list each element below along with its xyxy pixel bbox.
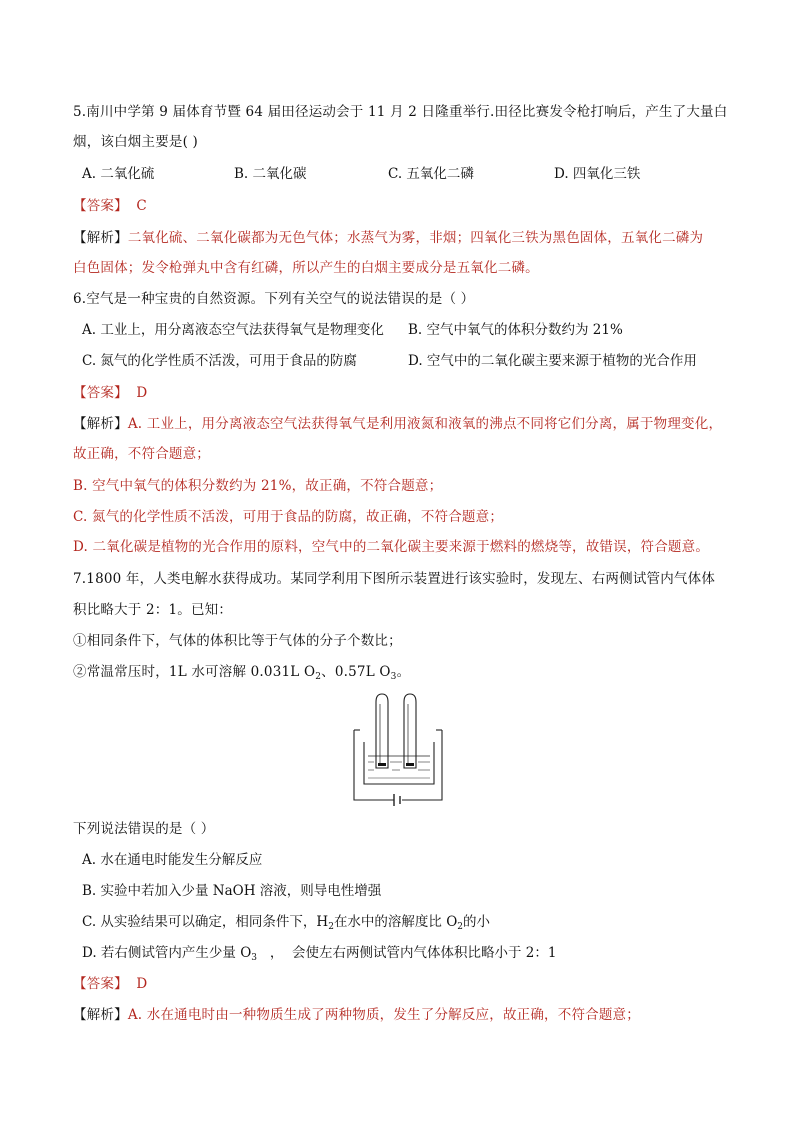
q6-stem: 6.空气是一种宝贵的自然资源。下列有关空气的说法错误的是（ ） [73,291,475,307]
left-electrode [378,763,386,766]
option-text: 在水中的溶解度比 O [333,914,458,930]
q5-stem-line2: 烟，该白烟主要是( ) [73,134,199,150]
q7-option-d [82,943,556,963]
analysis-label: 【解析】 [73,230,128,246]
known2-text: ②常温常压时，1L 水可溶解 0.031L O [73,664,316,680]
analysis-text: A. 水在通电时由一种物质生成了两种物质，发生了分解反应，故正确，不符合题意； [127,1007,640,1023]
analysis-label: 【解析】 [73,1007,128,1023]
q7-question: 下列说法错误的是（ ） [73,821,215,837]
option-text: ， 会使左右两侧试管内气体体积比略小于 2：1 [257,945,557,961]
q5-analysis-line1 [73,228,703,248]
q6-option-b: B. 空气中氧气的体积分数约为 21% [408,322,623,338]
q6-analysis-line4: C. 氮气的化学性质不活泼，可用于食品的防腐，故正确，不符合题意； [73,509,504,525]
right-electrode [406,763,414,766]
q5-answer [73,196,147,216]
q6-analysis-line2: 故正确，不符合题意； [73,446,210,462]
q5-stem-line1: 5.南川中学第 9 届体育节暨 64 届田径运动会于 11 月 2 日隆重举行.田径比赛发令枪打响后，产生了大量白 [73,104,728,120]
q6-analysis-line3: B. 空气中氧气的体积分数约为 21%，故正确，不符合题意； [73,478,443,494]
subscript: 2 [457,922,464,932]
q5-option-b: B. 二氧化碳 [234,166,307,182]
subscript: 2 [315,672,322,682]
q7-stem-line2: 积比略大于 2：1。已知： [73,602,233,618]
analysis-label: 【解析】 [73,416,128,432]
option-text: C. 从实验结果可以确定，相同条件下，H [82,914,329,930]
q5-option-a: A. 二氧化硫 [82,166,155,182]
answer-label: 【答案】 [73,198,128,214]
analysis-text: 二氧化硫、二氧化碳都为无色气体；水蒸气为雾，非烟；四氧化三铁为黑色固体，五氧化二磷为 [127,230,704,246]
q6-option-a: A. 工业上，用分离液态空气法获得氧气是物理变化 [82,322,384,338]
q6-analysis-line5: D. 二氧化碳是植物的光合作用的原料，空气中的二氧化碳主要来源于燃料的燃烧等，故错误，符合题意。 [73,539,710,555]
right-test-tube [404,694,416,768]
q5-option-c: C. 五氧化二磷 [388,166,474,182]
answer-value: D [136,976,148,992]
q6-option-d: D. 空气中的二氧化碳主要来源于植物的光合作用 [408,353,697,369]
answer-value: D [136,385,148,401]
q6-option-c: C. 氮气的化学性质不活泼，可用于食品的防腐 [82,353,357,369]
q7-answer [73,974,147,994]
known2-text: 、0.57L O [321,664,391,680]
answer-value: C [136,198,147,214]
analysis-text: A. 工业上，用分离液态空气法获得氧气是利用液氮和液氧的沸点不同将它们分离，属于物理变化， [127,416,723,432]
known2-text: 。 [396,664,411,680]
electrolysis-apparatus-figure [348,690,448,808]
option-text: D. 若右侧试管内产生少量 O [82,945,252,961]
q5-option-d: D. 四氧化三铁 [554,166,641,182]
subscript: 3 [251,953,258,963]
q6-answer [73,383,147,403]
answer-label: 【答案】 [73,385,128,401]
q7-option-b: B. 实验中若加入少量 NaOH 溶液，则导电性增强 [82,883,382,899]
subscript: 3 [390,672,397,682]
option-text: 的小 [463,914,491,930]
q7-option-c [82,912,490,932]
q7-option-a: A. 水在通电时能发生分解反应 [82,852,263,868]
q7-analysis-line1 [73,1005,640,1025]
subscript: 2 [328,922,334,932]
q7-known-1: ①相同条件下，气体的体积比等于气体的分子个数比； [73,633,402,649]
q5-analysis-line2: 白色固体；发令枪弹丸中含有红磷，所以产生的白烟主要成分是五氧化二磷。 [73,260,539,276]
q6-analysis-line1 [73,414,722,434]
q7-stem-line1: 7.1800 年，人类电解水获得成功。某同学利用下图所示装置进行该实验时，发现左、右两侧试管内气体体 [73,571,716,587]
left-test-tube [376,694,388,768]
q7-known-2 [73,662,410,682]
answer-label: 【答案】 [73,976,128,992]
